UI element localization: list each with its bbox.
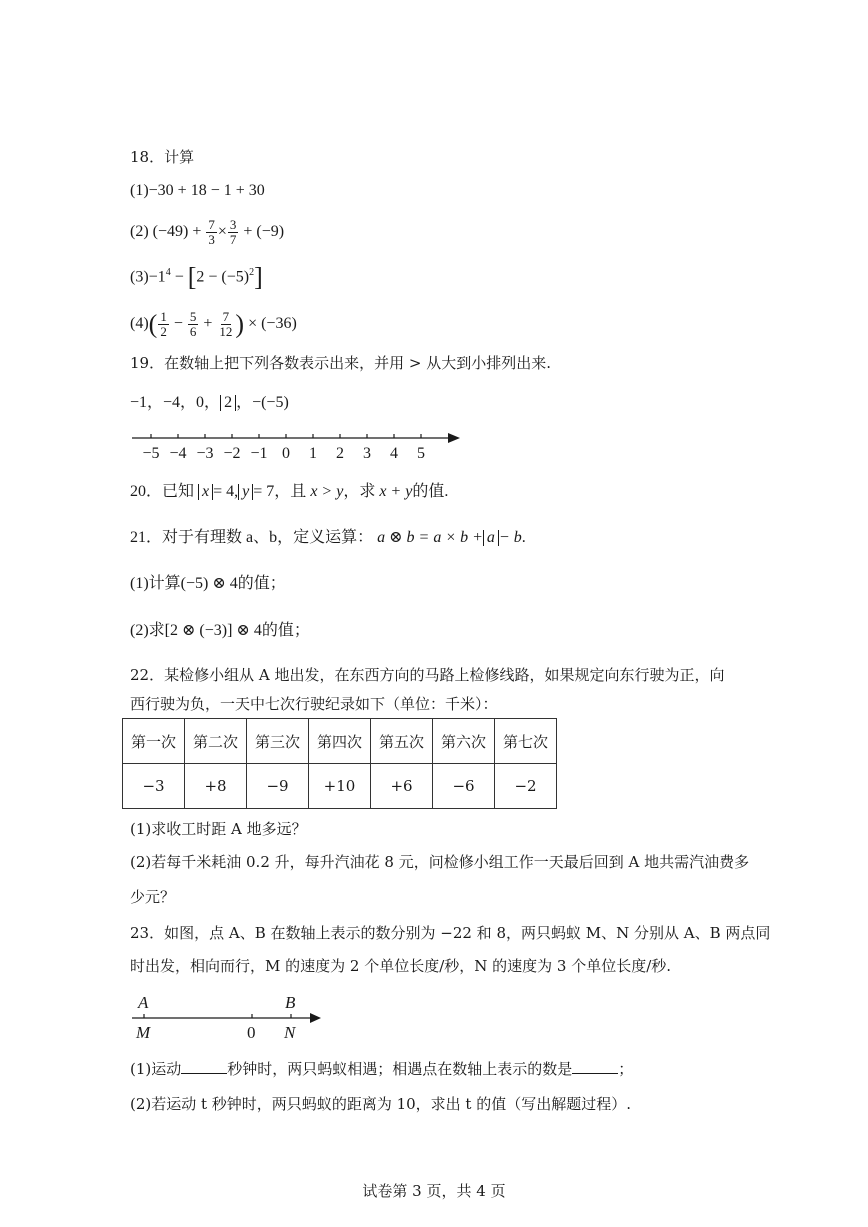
q22-record-table <box>122 718 557 809</box>
q18-part2: (2) (−49) + $\frac{7}{3}$ × $\frac{3}{7}$ + (−9) <box>130 217 285 247</box>
fraction: $\frac{7}{3}$ <box>208 217 215 247</box>
q23-part1: (1)运动 秒钟时，两只蚂蚁相遇；相遇点在数轴上表示的数是 ； <box>130 1060 634 1078</box>
q23-line2: 时出发，相向而行，M 的速度为 2 个单位长度/秒，N 的速度为 3 个单位长度/秒. <box>130 957 672 975</box>
tick-label: 5 <box>417 445 425 462</box>
q22-line2: 西行驶为负，一天中七次行驶纪录如下（单位：千米）： <box>130 695 498 713</box>
table-cell: +6 <box>371 764 433 809</box>
label-m: M <box>136 1023 151 1042</box>
tick-label: 2 <box>336 445 344 462</box>
tick-label: −5 <box>142 445 160 462</box>
tick-label: −1 <box>250 445 268 462</box>
table-cell: −2 <box>495 764 557 809</box>
label-zero: 0 <box>247 1023 256 1042</box>
label-n: N <box>284 1023 296 1042</box>
q18-title: 18．计算 <box>130 148 195 166</box>
table-header-cell: 第四次 <box>309 719 371 764</box>
table-header-cell: 第一次 <box>123 719 185 764</box>
tick-label: 4 <box>390 445 398 462</box>
q21-title: 21．对于有理数 a、b，定义运算： a ⊗ b = a × b + a − b. <box>130 529 526 546</box>
tick-label: 3 <box>363 445 371 462</box>
q19-title: 19．在数轴上把下列各数表示出来，并用 > 从大到小排列出来. <box>130 354 551 372</box>
tick-label: −4 <box>169 445 187 462</box>
q20: 20．已知 x = 4, y = 7，且 x > y，求 x + y的值. <box>130 483 449 500</box>
q21-part2: (2)求[2 ⊗ (−3)] ⊗ 4的值； <box>130 622 310 639</box>
q22-part2-line1: (2)若每千米耗油 0.2 升，每升汽油花 8 元，问检修小组工作一天最后回到 A 地共需汽油费多 <box>130 853 750 871</box>
fraction: $\frac{3}{7}$ <box>229 217 237 247</box>
label-b: B <box>285 993 296 1012</box>
table-cell: +8 <box>185 764 247 809</box>
label-a: A <box>138 993 149 1012</box>
table-header-cell: 第二次 <box>185 719 247 764</box>
q21-part1: (1)计算(−5) ⊗ 4的值； <box>130 575 286 592</box>
q22-part1: (1)求收工时距 A 地多远？ <box>130 820 307 838</box>
table-header-cell: 第七次 <box>495 719 557 764</box>
q18-part4: (4)( $\frac{1}{2}$ − $\frac{5}{6}$ + $\frac{7}{12}$ ) × (−36) <box>130 309 297 339</box>
table-header-row <box>123 719 557 764</box>
table-header-cell: 第三次 <box>247 719 309 764</box>
tick-label: −3 <box>196 445 214 462</box>
q22-part2-line2: 少元？ <box>130 888 176 906</box>
tick-label: 0 <box>282 445 290 462</box>
tick-label: 1 <box>309 445 317 462</box>
q19-numbers: −1，−4，0， 2 ，−(−5) <box>130 394 289 411</box>
answer-blank[interactable] <box>572 1059 618 1074</box>
table-header-cell: 第六次 <box>433 719 495 764</box>
table-row <box>123 764 557 809</box>
table-cell: −9 <box>247 764 309 809</box>
q18-part1: (1)−30 + 18 − 1 + 30 <box>130 182 265 199</box>
table-cell: −6 <box>433 764 495 809</box>
table-header-cell: 第五次 <box>371 719 433 764</box>
page-footer: 试卷第 3 页，共 4 页 <box>362 1182 506 1200</box>
number-line-q19 <box>128 425 468 465</box>
number-line-q23 <box>128 988 328 1044</box>
table-cell: +10 <box>309 764 371 809</box>
answer-blank[interactable] <box>181 1059 227 1074</box>
q22-line1: 22．某检修小组从 A 地出发，在东西方向的马路上检修线路，如果规定向东行驶为正，向 <box>130 666 725 684</box>
q18-part3: $(3)-1^4 - [2 - (-5)^2]$ <box>130 262 263 292</box>
table-cell: −3 <box>123 764 185 809</box>
tick-label: −2 <box>223 445 241 462</box>
q23-part2: (2)若运动 t 秒钟时，两只蚂蚁的距离为 10，求出 t 的值（写出解题过程）. <box>130 1095 632 1113</box>
q23-line1: 23．如图，点 A、B 在数轴上表示的数分别为 −22 和 8，两只蚂蚁 M、N 分别从 A、B 两点同 <box>130 924 771 942</box>
